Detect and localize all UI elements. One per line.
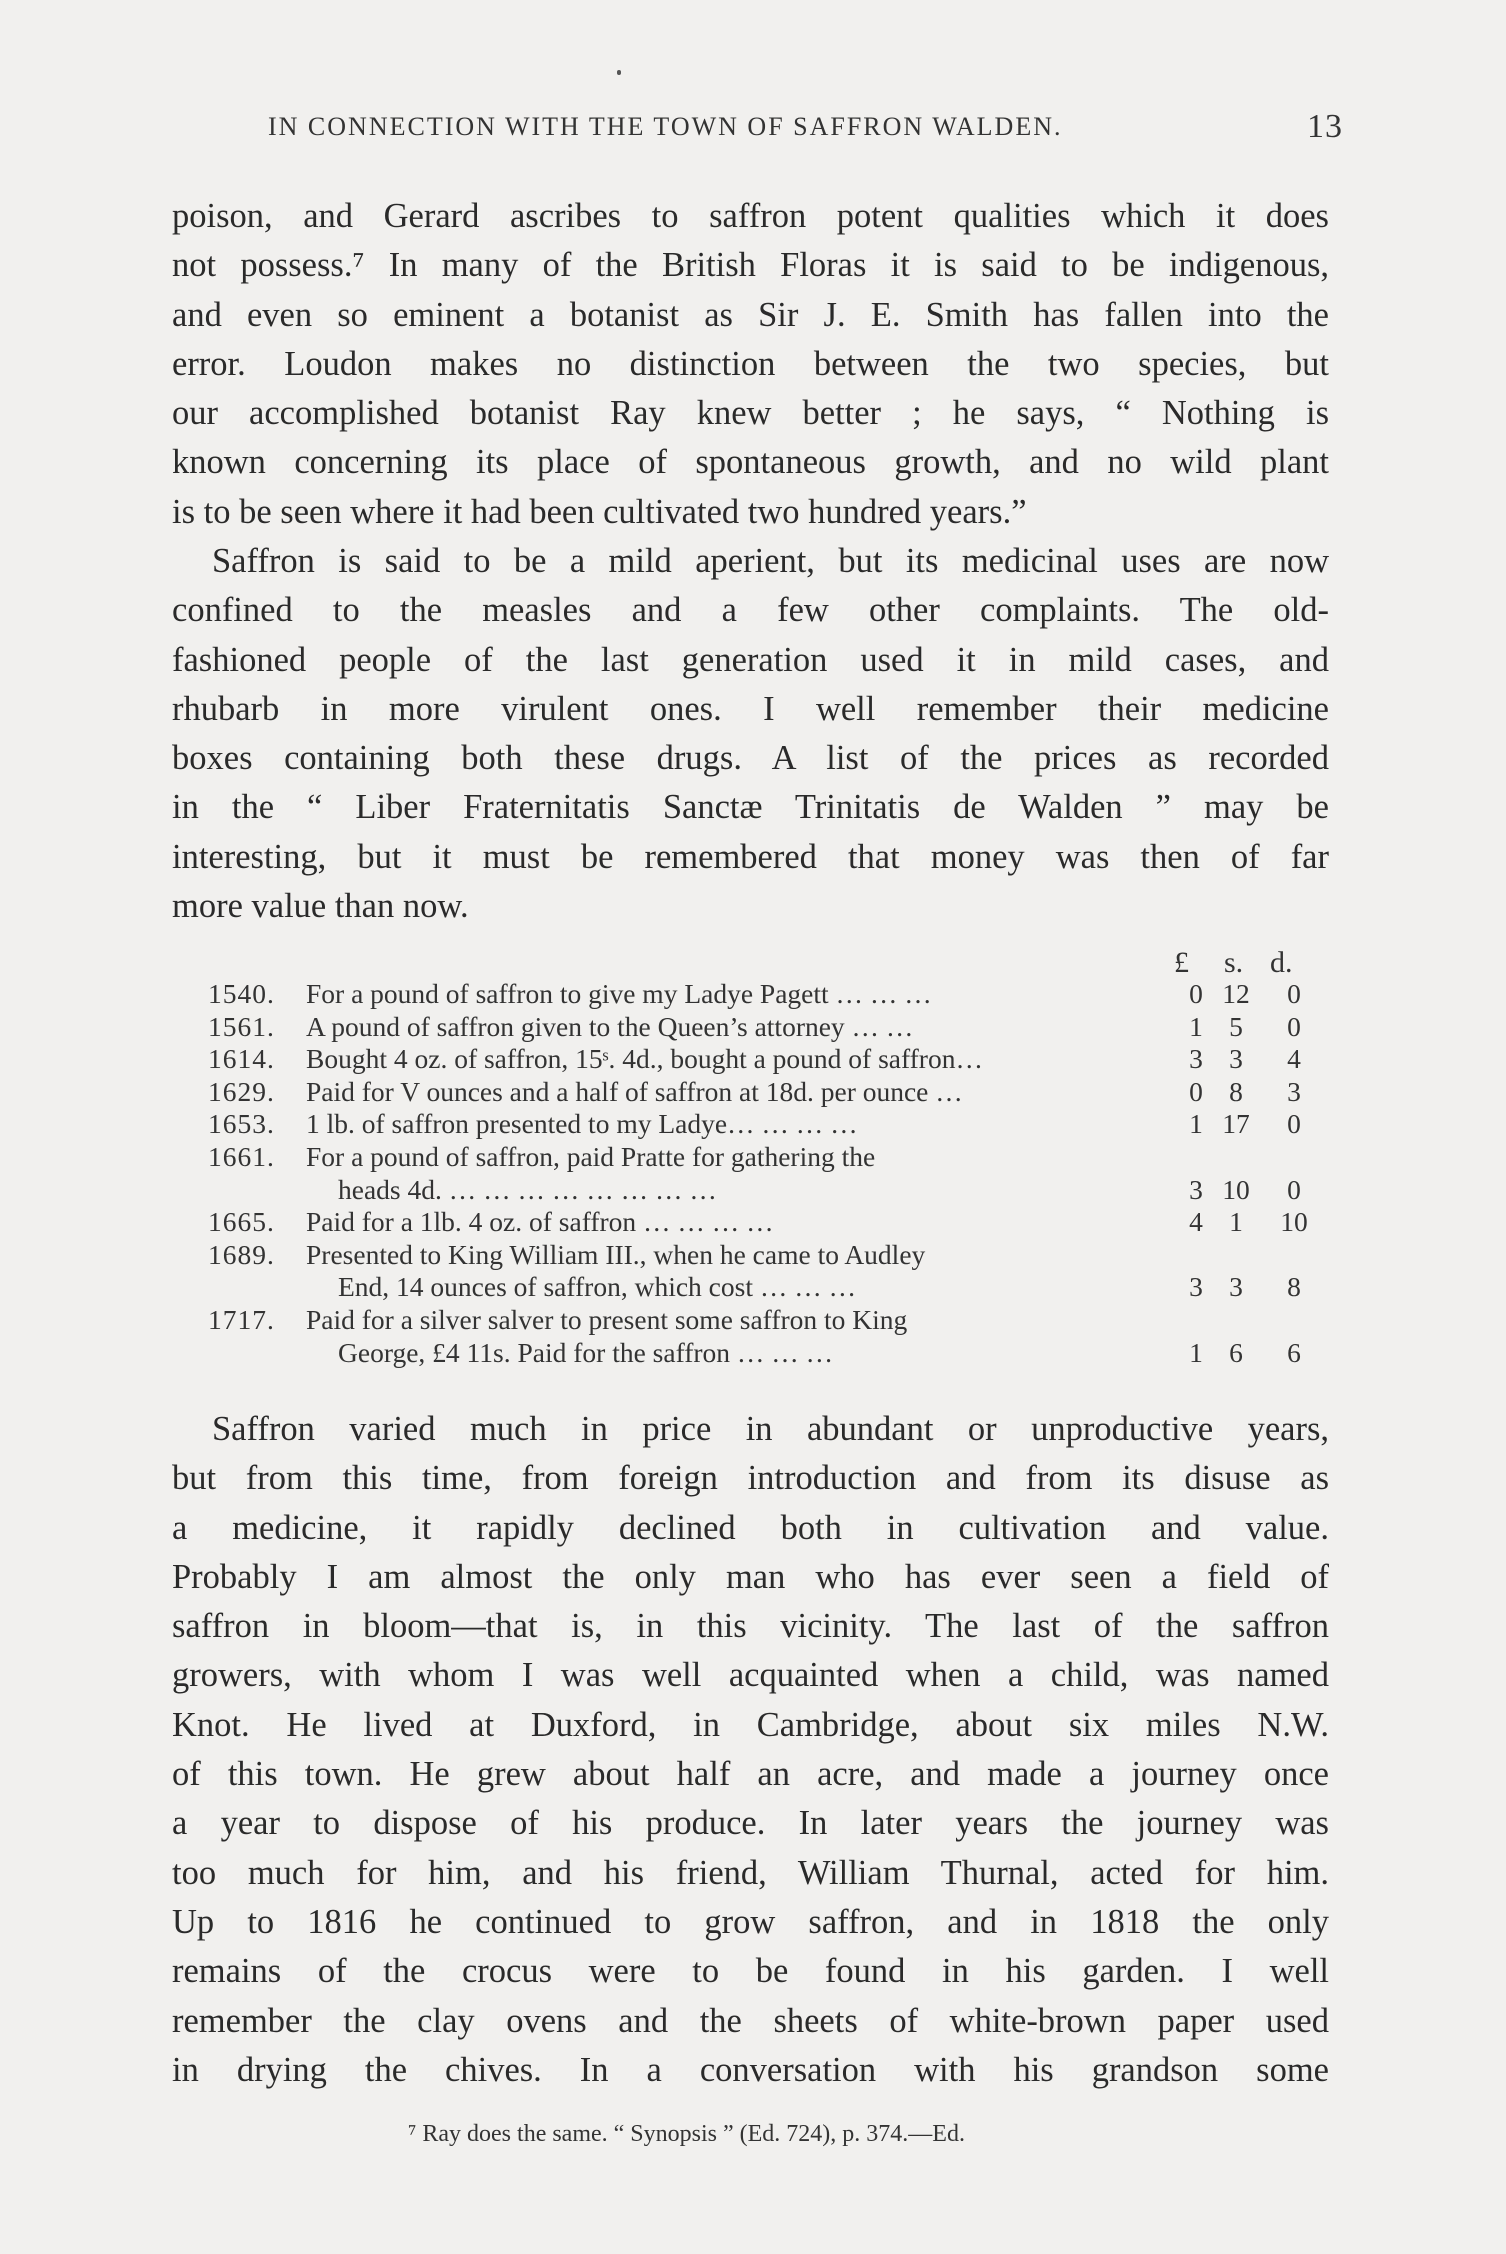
price-row [208,1108,1328,1141]
text-line: Up to 1816 he continued to grow saffron, and in 1818 the only [172,1902,1329,1941]
price-shillings: 17 [1222,1108,1250,1140]
price-pounds: 1 [1189,1336,1203,1368]
price-row [208,978,1328,1011]
price-year: 1661. [208,1140,275,1172]
text-line: is to be seen where it had been cultivated two hundred years.” [172,492,1027,531]
price-row [208,1011,1328,1044]
text-line: not possess.⁷ In many of the British Floras it is said to be indigenous, [172,246,1329,285]
running-head-title: IN CONNECTION WITH THE TOWN OF SAFFRON WALDEN. [268,112,1063,141]
price-row [208,1076,1328,1109]
price-year: 1629. [208,1075,275,1107]
paragraph-2 [172,537,1329,931]
price-description: Presented to King William III., when he came to Audley [306,1238,926,1270]
paragraph-1 [172,192,1329,537]
price-pounds: 0 [1189,1075,1203,1107]
page-number: 13 [1307,108,1343,145]
text-line: known concerning its place of spontaneous growth, and no wild plant [172,443,1329,482]
price-shillings: 12 [1222,978,1250,1009]
price-description: 1 lb. of saffron presented to my Ladye… … … … [306,1108,858,1140]
price-pence: 10 [1280,1206,1308,1238]
price-description: George, £4 11s. Paid for the saffron … … … [338,1336,834,1368]
price-shillings: 6 [1229,1336,1243,1368]
price-pounds: 1 [1189,1108,1203,1140]
price-description: Paid for a 1lb. 4 oz. of saffron … … … … [306,1206,774,1238]
price-year: 1540. [208,978,275,1009]
price-shillings: 1 [1229,1206,1243,1238]
text-line: Saffron is said to be a mild aperient, but its medicinal uses are now [212,542,1329,580]
price-pence: 8 [1287,1271,1301,1303]
text-line: rhubarb in more virulent ones. I well remember their medicine [172,689,1329,728]
price-description: A pound of saffron given to the Queen’s attorney … … [306,1010,914,1042]
price-row [208,1271,1328,1304]
text-line: in drying the chives. In a conversation with his grandson some [172,2050,1329,2089]
price-pounds: 3 [1189,1271,1203,1303]
price-pounds: 1 [1189,1010,1203,1042]
price-description: Paid for V ounces and a half of saffron at 18d. per ounce … [306,1075,963,1107]
price-row [208,1206,1328,1239]
price-shillings: 8 [1229,1075,1243,1107]
price-pence: 0 [1287,1010,1301,1042]
text-line: a medicine, it rapidly declined both in cultivation and value. [172,1508,1329,1547]
text-line: remember the clay ovens and the sheets of white-brown paper used [172,2001,1329,2040]
text-line: Knot. He lived at Duxford, in Cambridge, about six miles N.W. [172,1705,1329,1744]
price-shillings: 3 [1229,1043,1243,1075]
price-pence: 3 [1287,1075,1301,1107]
text-line: and even so eminent a botanist as Sir J. E. Smith has fallen into the [172,295,1329,334]
price-pence: 0 [1287,1173,1301,1205]
text-line: of this town. He grew about half an acre, and made a journey once [172,1755,1329,1794]
text-line: saffron in bloom—that is, in this vicinity. The last of the saffron [172,1607,1329,1646]
price-year: 1689. [208,1238,275,1270]
text-line: Probably I am almost the only man who has ever seen a field of [172,1557,1329,1596]
price-row [208,1141,1328,1174]
price-description: Paid for a silver salver to present some saffron to King [306,1303,908,1335]
text-line: poison, and Gerard ascribes to saffron potent qualities which it does [172,197,1329,235]
price-description: End, 14 ounces of saffron, which cost … … … [338,1271,857,1303]
price-pounds: 3 [1189,1173,1203,1205]
price-description: For a pound of saffron, paid Pratte for gathering the [306,1140,876,1172]
price-description: heads 4d. … … … … … … … … [338,1173,717,1205]
text-line: in the “ Liber Fraternitatis Sanctæ Trinitatis de Walden ” may be [172,788,1329,827]
shillings-header: s. [1224,946,1244,979]
price-year: 1561. [208,1010,275,1042]
text-line: remains of the crocus were to be found in his garden. I well [172,1952,1329,1991]
text-line: Saffron varied much in price in abundant or unproductive years, [212,1410,1329,1448]
price-year: 1653. [208,1108,275,1140]
price-pence: 6 [1287,1336,1301,1368]
price-shillings: 3 [1229,1271,1243,1303]
text-line: error. Loudon makes no distinction between the two species, but [172,344,1329,383]
price-pence: 0 [1287,1108,1301,1140]
text-line: more value than now. [172,887,469,926]
price-table [208,978,1328,1369]
text-line: too much for him, and his friend, William Thurnal, acted for him. [172,1853,1329,1892]
text-line: our accomplished botanist Ray knew better ; he says, “ Nothing is [172,394,1329,433]
pence-header: d. [1270,946,1293,979]
ink-speck [617,70,621,75]
price-row [208,1304,1328,1337]
price-year: 1614. [208,1043,275,1075]
text-line: interesting, but it must be remembered that money was then of far [172,837,1329,876]
price-row [208,1174,1328,1207]
text-line: growers, with whom I was well acquainted when a child, was named [172,1656,1329,1695]
footnote: ⁷ Ray does the same. “ Synopsis ” (Ed. 724), p. 374.—Ed. [408,2121,965,2147]
price-description: Bought 4 oz. of saffron, 15ˢ. 4d., bought a pound of saffron… [306,1043,983,1075]
price-year: 1665. [208,1206,275,1238]
price-pounds: 4 [1189,1206,1203,1238]
paragraph-3 [172,1405,1329,2095]
price-pounds: 0 [1189,978,1203,1009]
price-row [208,1239,1328,1272]
text-line: a year to dispose of his produce. In later years the journey was [172,1804,1329,1843]
text-line: fashioned people of the last generation used it in mild cases, and [172,640,1329,679]
text-line: boxes containing both these drugs. A list of the prices as recorded [172,739,1329,778]
text-line: but from this time, from foreign introduction and from its disuse as [172,1459,1329,1498]
price-row [208,1337,1328,1370]
price-year: 1717. [208,1303,275,1335]
pounds-header: £ [1174,946,1189,979]
price-pounds: 3 [1189,1043,1203,1075]
price-description: For a pound of saffron to give my Ladye Pagett … … … [306,978,932,1009]
price-shillings: 10 [1222,1173,1250,1205]
price-row [208,1043,1328,1076]
text-line: confined to the measles and a few other complaints. The old- [172,591,1329,630]
price-pence: 4 [1287,1043,1301,1075]
price-pence: 0 [1287,978,1301,1009]
price-shillings: 5 [1229,1010,1243,1042]
